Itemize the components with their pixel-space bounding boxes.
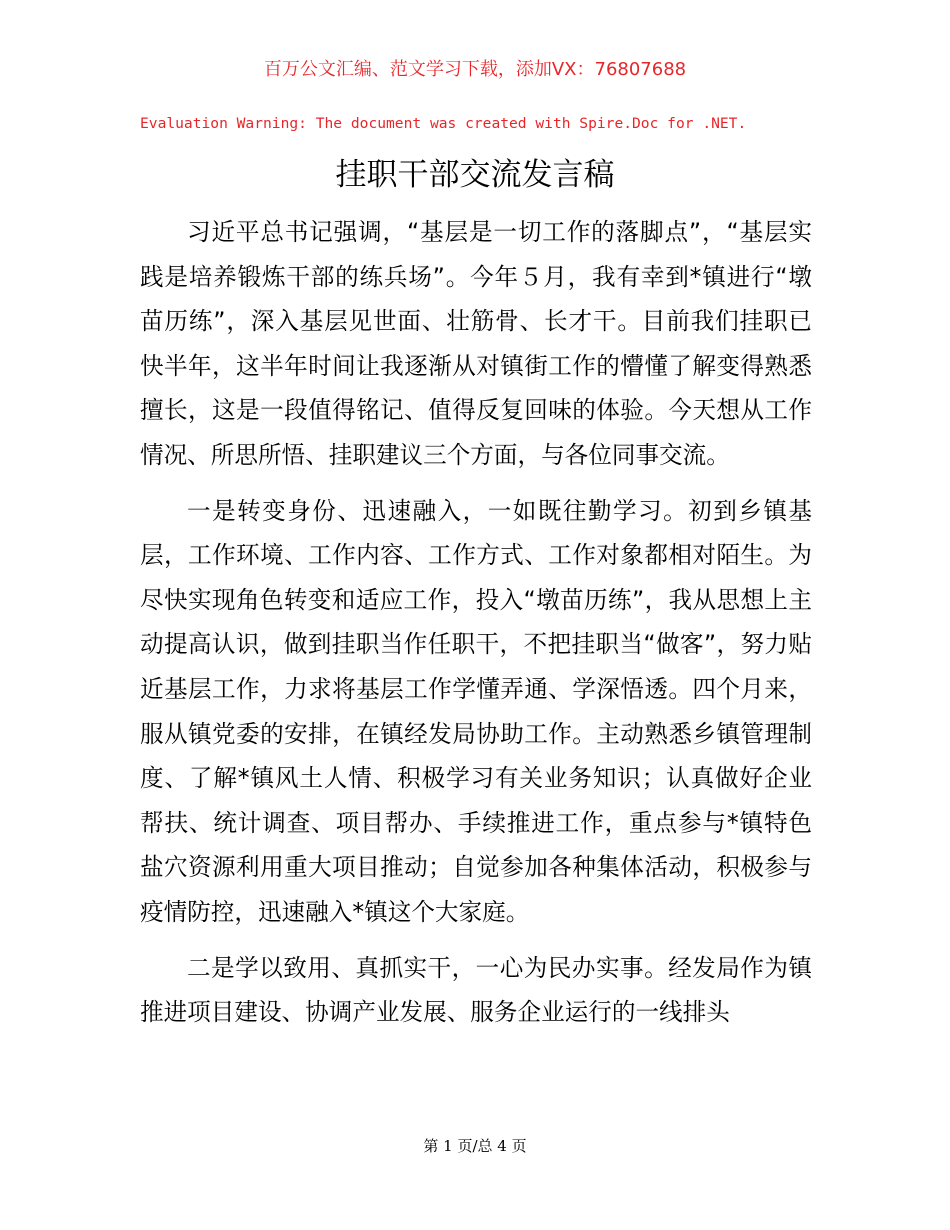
header-banner: 百万公文汇编、范文学习下载，添加VX：76807688 [263,59,687,80]
evaluation-warning: Evaluation Warning: The document was created with Spire.Doc for .NET. [140,115,747,132]
document-title: 挂职干部交流发言稿 [335,157,615,193]
paragraph-point-one: 一是转变身份、迅速融入，一如既往勤学习。初到乡镇基层，工作环境、工作内容、工作方式、工作对象都相对陌生。为尽快实现角色转变和适应工作，投入“墩苗历练”，我从思想上主动提高认识，做到挂职当作任职干，不把挂职当“做客”，努力贴近基层工作，力求将基层工作学懂弄通、学深悟透。四个月来，服从镇党委的安排，在镇经发局协助工作。主动熟悉乡镇管理制度、了解*镇风土人情、积极学习有关业务知识；认真做好企业帮扶、统计调查、项目帮办、手续推进工作，重点参与*镇特色盐穴资源利用重大项目推动；自觉参加各种集体活动，积极参与疫情防控，迅速融入*镇这个大家庭。 [140,496,812,926]
paragraph-intro: 习近平总书记强调，“基层是一切工作的落脚点”，“基层实践是培养锻炼干部的练兵场”。今年５月，我有幸到*镇进行“墩苗历练”，深入基层见世面、壮筋骨、长才干。目前我们挂职已快半年，这半年时间让我逐渐从对镇街工作的懵懂了解变得熟悉擅长，这是一段值得铭记、值得反复回味的体验。今天想从工作情况、所思所悟、挂职建议三个方面，与各位同事交流。 [140,218,812,469]
paragraph-point-two: 二是学以致用、真抓实干，一心为民办实事。经发局作为镇推进项目建设、协调产业发展、服务企业运行的一线排头 [140,953,812,1027]
document-body [140,210,812,1046]
page-number-footer: 第 1 页/总 4 页 [423,1137,527,1155]
